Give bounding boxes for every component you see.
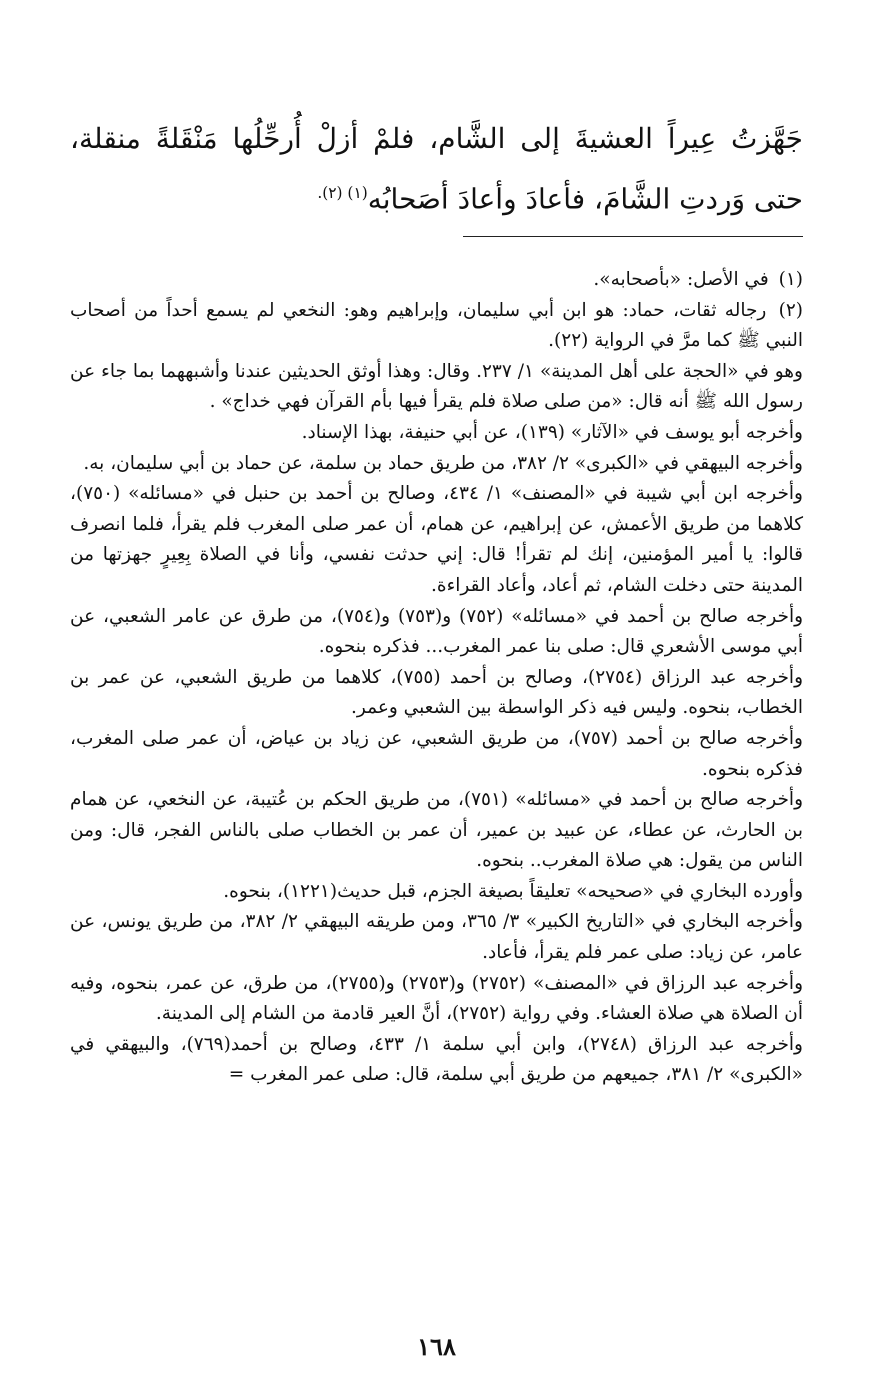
footnote-paragraph: وأخرجه صالح بن أحمد في «مسائله» (٧٥٢) و(٧٥٣) و(٧٥٤)، من طرق عن عامر الشعبي، عن أبي موسى الأشعري قال: صلى بنا عمر المغرب... فذكره بنحوه. — [70, 605, 804, 658]
footnote-paragraph: وأخرجه أبو يوسف في «الآثار» (١٣٩)، عن أبي حنيفة، بهذا الإسناد. — [301, 421, 803, 443]
footnotes — [70, 265, 803, 1091]
main-text-body: جَهَّزتُ عِيراً العشيةَ إلى الشَّام، فلمْ أزلْ أُرحِّلُها مَنْقَلةً منقلة، حتى وَردتِ الشَّامَ، فأعادَ وأعادَ أصَحابُه — [70, 122, 803, 216]
footnote-reference: (١) (٢). — [317, 184, 368, 202]
footnote-paragraph: وأخرجه صالح بن أحمد في «مسائله» (٧٥١)، من طريق الحكم بن عُتيبة، عن النخعي، عن همام بن الحارث، عن عطاء، عن عبيد بن عمير، أن عمر بن الخطاب صلى بالناس الفجر، قال: ومن الناس من يقول: هي صلاة المغرب.. بنحوه. — [70, 789, 804, 872]
footnote-paragraph: وأورده البخاري في «صحيحه» تعليقاً بصيغة الجزم، قبل حديث(١٢٢١)، بنحوه. — [223, 880, 803, 902]
footnote-paragraph: وهو في «الحجة على أهل المدينة» ١/ ٢٣٧. وقال: وهذا أوثق الحديثين عندنا وأشبههما بما جاء عن رسول الله ﷺ أنه قال: «من صلى صلاة فلم يقرأ فيها بأم القرآن فهي خداج» . — [70, 360, 803, 413]
footnote-paragraph: وأخرجه ابن أبي شيبة في «المصنف» ١/ ٤٣٤، وصالح بن أحمد بن حنبل في «مسائله» (٧٥٠)، كلاهما من طريق الأعمش، عن إبراهيم، عن همام، أن عمر صلى المغرب فلم يقرأ، فلما انصرف قالوا: يا أمير المؤمنين، إنك لم تقرأ! قال: إني حدثت نفسي، وأنا في الصلاة بِعِيرٍ جهزتها من المدينة حتى دخلت الشام، ثم أعاد، وأعاد القراءة. — [70, 483, 803, 596]
footnote-1 — [70, 265, 803, 296]
footnote-paragraph: وأخرجه البيهقي في «الكبرى» ٢/ ٣٨٢، من طريق حماد بن سلمة، عن حماد بن أبي سليمان، به. — [83, 452, 803, 474]
footnote-paragraph: وأخرجه صالح بن أحمد (٧٥٧)، من طريق الشعبي، عن زياد بن عياض، أن عمر صلى المغرب، فذكره بنحوه. — [70, 727, 803, 780]
footnote-paragraph: وأخرجه عبد الرزاق (٢٧٥٤)، وصالح بن أحمد (٧٥٥)، كلاهما من طريق الشعبي، عن عمر بن الخطاب، بنحوه. وليس فيه ذكر الواسطة بين الشعبي وعمر. — [70, 666, 804, 719]
main-text — [70, 112, 803, 226]
footnote-paragraph: وأخرجه البخاري في «التاريخ الكبير» ٣/ ٣٦٥، ومن طريقه البيهقي ٢/ ٣٨٢، من طريق يونس، عن عامر، عن زياد: صلى عمر فلم يقرأ، فأعاد. — [70, 911, 803, 964]
footnote-2 — [70, 296, 803, 357]
footnote-number: (٢) — [778, 299, 803, 321]
footnote-number: (١) — [778, 269, 803, 290]
footnote-paragraph: وأخرجه عبد الرزاق في «المصنف» (٢٧٥٢) و(٢٧٥٣) و(٢٧٥٥)، من طرق، عن عمر، بنحوه، وفيه أن الصلاة هي صلاة العشاء. وفي رواية (٢٧٥٢)، أنَّ العير قادمة من الشام إلى المدينة. — [70, 972, 804, 1025]
footnote-text: في الأصل: «بأصحابه». — [593, 269, 769, 290]
footnote-paragraph: رجاله ثقات، حماد: هو ابن أبي سليمان، وإبراهيم وهو: النخعي لم يسمع أحداً من أصحاب النبي ﷺ كما مرَّ في الرواية (٢٢). — [70, 299, 803, 352]
page-number: ١٦٨ — [417, 1332, 456, 1361]
footnote-separator — [463, 236, 803, 237]
footnote-paragraph: وأخرجه عبد الرزاق (٢٧٤٨)، وابن أبي سلمة ١/ ٤٣٣، وصالح بن أحمد(٧٦٩)، والبيهقي في «الكبرى» ٢/ ٣٨١، جميعهم من طريق أبي سلمة، قال: صلى عمر المغرب = — [70, 1033, 803, 1086]
